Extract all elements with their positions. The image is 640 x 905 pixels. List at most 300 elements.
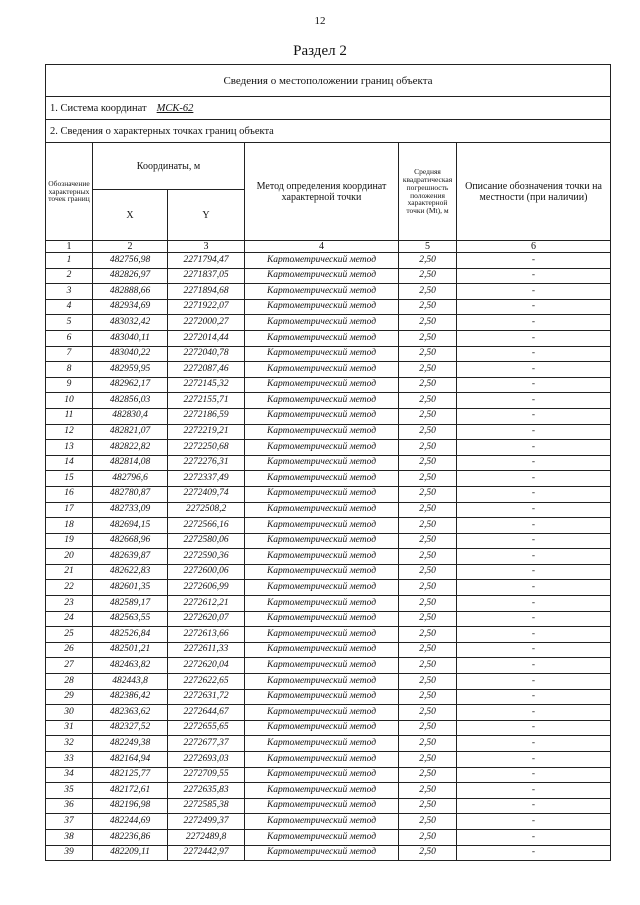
y-coordinate-cell: 2272631,72 <box>168 689 245 705</box>
column-number: 4 <box>245 241 399 253</box>
description-cell: - <box>457 253 611 269</box>
point-id-cell: 25 <box>46 627 93 643</box>
y-coordinate-cell: 2272219,21 <box>168 424 245 440</box>
point-id-cell: 7 <box>46 346 93 362</box>
table-row <box>46 674 611 690</box>
point-id-cell: 29 <box>46 689 93 705</box>
y-coordinate-cell: 2272186,59 <box>168 408 245 424</box>
y-coordinate-cell: 2271894,68 <box>168 284 245 300</box>
section-title: Раздел 2 <box>293 43 347 59</box>
precision-cell: 2,50 <box>399 315 457 331</box>
precision-cell: 2,50 <box>399 471 457 487</box>
x-coordinate-cell: 482526,84 <box>93 627 168 643</box>
precision-cell: 2,50 <box>399 330 457 346</box>
description-cell: - <box>457 674 611 690</box>
x-coordinate-cell: 482443,8 <box>93 674 168 690</box>
table-row <box>46 362 611 378</box>
point-id-cell: 15 <box>46 471 93 487</box>
point-id-cell: 36 <box>46 798 93 814</box>
table-row <box>46 845 611 861</box>
precision-cell: 2,50 <box>399 674 457 690</box>
y-coordinate-cell: 2272620,07 <box>168 611 245 627</box>
precision-cell: 2,50 <box>399 642 457 658</box>
description-cell: - <box>457 330 611 346</box>
table-row <box>46 393 611 409</box>
method-cell: Картометрический метод <box>245 440 399 456</box>
method-cell: Картометрический метод <box>245 518 399 534</box>
table-row <box>46 767 611 783</box>
table-row <box>46 299 611 315</box>
column-number: 5 <box>399 241 457 253</box>
precision-cell: 2,50 <box>399 783 457 799</box>
method-cell: Картометрический метод <box>245 736 399 752</box>
header-y: Y <box>168 190 245 241</box>
x-coordinate-cell: 482780,87 <box>93 486 168 502</box>
method-cell: Картометрический метод <box>245 284 399 300</box>
point-id-cell: 20 <box>46 549 93 565</box>
precision-cell: 2,50 <box>399 720 457 736</box>
point-id-cell: 34 <box>46 767 93 783</box>
table-row <box>46 783 611 799</box>
point-id-cell: 30 <box>46 705 93 721</box>
table-body <box>46 65 611 861</box>
description-cell: - <box>457 642 611 658</box>
description-cell: - <box>457 284 611 300</box>
method-cell: Картометрический метод <box>245 674 399 690</box>
precision-cell: 2,50 <box>399 627 457 643</box>
precision-cell: 2,50 <box>399 564 457 580</box>
precision-cell: 2,50 <box>399 408 457 424</box>
precision-cell: 2,50 <box>399 736 457 752</box>
x-coordinate-cell: 482888,66 <box>93 284 168 300</box>
column-number: 6 <box>457 241 611 253</box>
description-cell: - <box>457 471 611 487</box>
point-id-cell: 32 <box>46 736 93 752</box>
y-coordinate-cell: 2272337,49 <box>168 471 245 487</box>
y-coordinate-cell: 2271794,47 <box>168 253 245 269</box>
point-id-cell: 16 <box>46 486 93 502</box>
y-coordinate-cell: 2272566,16 <box>168 518 245 534</box>
x-coordinate-cell: 482209,11 <box>93 845 168 861</box>
x-coordinate-cell: 482196,98 <box>93 798 168 814</box>
method-cell: Картометрический метод <box>245 424 399 440</box>
y-coordinate-cell: 2272635,83 <box>168 783 245 799</box>
point-id-cell: 35 <box>46 783 93 799</box>
description-cell: - <box>457 752 611 768</box>
x-coordinate-cell: 482501,21 <box>93 642 168 658</box>
point-id-cell: 12 <box>46 424 93 440</box>
y-coordinate-cell: 2272693,03 <box>168 752 245 768</box>
description-cell: - <box>457 315 611 331</box>
table-row <box>46 580 611 596</box>
point-id-cell: 22 <box>46 580 93 596</box>
table-row <box>46 486 611 502</box>
precision-cell: 2,50 <box>399 502 457 518</box>
y-coordinate-cell: 2272442,97 <box>168 845 245 861</box>
table-row <box>46 346 611 362</box>
method-cell: Картометрический метод <box>245 783 399 799</box>
x-coordinate-cell: 482622,83 <box>93 564 168 580</box>
precision-cell: 2,50 <box>399 299 457 315</box>
y-coordinate-cell: 2272276,31 <box>168 455 245 471</box>
column-number: 1 <box>46 241 93 253</box>
precision-cell: 2,50 <box>399 611 457 627</box>
y-coordinate-cell: 2272499,37 <box>168 814 245 830</box>
table-row <box>46 627 611 643</box>
method-cell: Картометрический метод <box>245 627 399 643</box>
x-coordinate-cell: 482821,07 <box>93 424 168 440</box>
precision-cell: 2,50 <box>399 362 457 378</box>
point-id-cell: 4 <box>46 299 93 315</box>
table-row <box>46 440 611 456</box>
coordinate-system-row <box>46 97 611 120</box>
method-cell: Картометрический метод <box>245 471 399 487</box>
y-coordinate-cell: 2271837,05 <box>168 268 245 284</box>
method-cell: Картометрический метод <box>245 533 399 549</box>
y-coordinate-cell: 2272000,27 <box>168 315 245 331</box>
y-coordinate-cell: 2272613,66 <box>168 627 245 643</box>
table-row <box>46 596 611 612</box>
method-cell: Картометрический метод <box>245 455 399 471</box>
point-id-cell: 19 <box>46 533 93 549</box>
point-id-cell: 31 <box>46 720 93 736</box>
method-cell: Картометрический метод <box>245 253 399 269</box>
coordinate-system-cell <box>46 97 611 120</box>
x-coordinate-cell: 482962,17 <box>93 377 168 393</box>
y-coordinate-cell: 2272709,55 <box>168 767 245 783</box>
y-coordinate-cell: 2272585,38 <box>168 798 245 814</box>
method-cell: Картометрический метод <box>245 393 399 409</box>
table-row <box>46 689 611 705</box>
x-coordinate-cell: 483040,22 <box>93 346 168 362</box>
table-row <box>46 315 611 331</box>
precision-cell: 2,50 <box>399 455 457 471</box>
table-row <box>46 720 611 736</box>
description-cell: - <box>457 829 611 845</box>
column-header-row-1 <box>46 143 611 190</box>
column-number: 2 <box>93 241 168 253</box>
y-coordinate-cell: 2272014,44 <box>168 330 245 346</box>
page-number: 12 <box>314 15 326 27</box>
precision-cell: 2,50 <box>399 767 457 783</box>
table-row <box>46 268 611 284</box>
description-cell: - <box>457 611 611 627</box>
y-coordinate-cell: 2272409,74 <box>168 486 245 502</box>
table-row <box>46 549 611 565</box>
x-coordinate-cell: 482814,08 <box>93 455 168 471</box>
method-cell: Картометрический метод <box>245 268 399 284</box>
precision-cell: 2,50 <box>399 533 457 549</box>
table-row <box>46 518 611 534</box>
precision-cell: 2,50 <box>399 549 457 565</box>
table-row <box>46 564 611 580</box>
description-cell: - <box>457 268 611 284</box>
precision-cell: 2,50 <box>399 752 457 768</box>
method-cell: Картометрический метод <box>245 845 399 861</box>
x-coordinate-cell: 482959,95 <box>93 362 168 378</box>
x-coordinate-cell: 482244,69 <box>93 814 168 830</box>
x-coordinate-cell: 482236,86 <box>93 829 168 845</box>
table-row <box>46 829 611 845</box>
y-coordinate-cell: 2272580,06 <box>168 533 245 549</box>
header-point-id: Обозначение характерных точек границ <box>46 143 93 241</box>
y-coordinate-cell: 2272508,2 <box>168 502 245 518</box>
y-coordinate-cell: 2272590,36 <box>168 549 245 565</box>
x-coordinate-cell: 482601,35 <box>93 580 168 596</box>
precision-cell: 2,50 <box>399 518 457 534</box>
column-number: 3 <box>168 241 245 253</box>
boundary-points-table <box>45 64 611 861</box>
table-row <box>46 642 611 658</box>
table-row <box>46 408 611 424</box>
precision-cell: 2,50 <box>399 424 457 440</box>
description-cell: - <box>457 549 611 565</box>
method-cell: Картометрический метод <box>245 596 399 612</box>
x-coordinate-cell: 482830,4 <box>93 408 168 424</box>
description-cell: - <box>457 627 611 643</box>
method-cell: Картометрический метод <box>245 767 399 783</box>
table-row <box>46 377 611 393</box>
y-coordinate-cell: 2272644,67 <box>168 705 245 721</box>
description-cell: - <box>457 362 611 378</box>
table-row <box>46 752 611 768</box>
y-coordinate-cell: 2272145,32 <box>168 377 245 393</box>
y-coordinate-cell: 2272611,33 <box>168 642 245 658</box>
x-coordinate-cell: 482463,82 <box>93 658 168 674</box>
coordinate-system-label: 1. Система координат <box>50 102 147 114</box>
description-cell: - <box>457 486 611 502</box>
point-id-cell: 26 <box>46 642 93 658</box>
point-id-cell: 5 <box>46 315 93 331</box>
point-id-cell: 8 <box>46 362 93 378</box>
point-id-cell: 17 <box>46 502 93 518</box>
point-id-cell: 11 <box>46 408 93 424</box>
point-id-cell: 9 <box>46 377 93 393</box>
y-coordinate-cell: 2271922,07 <box>168 299 245 315</box>
table-row <box>46 736 611 752</box>
x-coordinate-cell: 482327,52 <box>93 720 168 736</box>
point-id-cell: 14 <box>46 455 93 471</box>
table-row <box>46 455 611 471</box>
method-cell: Картометрический метод <box>245 658 399 674</box>
description-cell: - <box>457 518 611 534</box>
description-cell: - <box>457 424 611 440</box>
x-coordinate-cell: 482668,96 <box>93 533 168 549</box>
precision-cell: 2,50 <box>399 377 457 393</box>
method-cell: Картометрический метод <box>245 486 399 502</box>
method-cell: Картометрический метод <box>245 377 399 393</box>
header-precision: Средняя квадратическая погрешность положения характерной точки (Mt), м <box>399 143 457 241</box>
precision-cell: 2,50 <box>399 580 457 596</box>
y-coordinate-cell: 2272600,06 <box>168 564 245 580</box>
precision-cell: 2,50 <box>399 440 457 456</box>
description-cell: - <box>457 736 611 752</box>
points-info-row <box>46 120 611 143</box>
x-coordinate-cell: 482694,15 <box>93 518 168 534</box>
table-row <box>46 330 611 346</box>
description-cell: - <box>457 658 611 674</box>
method-cell: Картометрический метод <box>245 564 399 580</box>
precision-cell: 2,50 <box>399 829 457 845</box>
point-id-cell: 39 <box>46 845 93 861</box>
description-cell: - <box>457 596 611 612</box>
x-coordinate-cell: 482125,77 <box>93 767 168 783</box>
x-coordinate-cell: 482934,69 <box>93 299 168 315</box>
table-row <box>46 502 611 518</box>
y-coordinate-cell: 2272250,68 <box>168 440 245 456</box>
x-coordinate-cell: 482164,94 <box>93 752 168 768</box>
header-x: X <box>93 190 168 241</box>
description-cell: - <box>457 564 611 580</box>
x-coordinate-cell: 482363,62 <box>93 705 168 721</box>
column-number-row <box>46 241 611 253</box>
y-coordinate-cell: 2272622,65 <box>168 674 245 690</box>
precision-cell: 2,50 <box>399 268 457 284</box>
y-coordinate-cell: 2272155,71 <box>168 393 245 409</box>
method-cell: Картометрический метод <box>245 798 399 814</box>
precision-cell: 2,50 <box>399 253 457 269</box>
precision-cell: 2,50 <box>399 486 457 502</box>
y-coordinate-cell: 2272087,46 <box>168 362 245 378</box>
point-id-cell: 23 <box>46 596 93 612</box>
description-cell: - <box>457 814 611 830</box>
header-method: Метод определения координат характерной точки <box>245 143 399 241</box>
x-coordinate-cell: 482386,42 <box>93 689 168 705</box>
table-row <box>46 814 611 830</box>
description-cell: - <box>457 705 611 721</box>
method-cell: Картометрический метод <box>245 720 399 736</box>
method-cell: Картометрический метод <box>245 299 399 315</box>
precision-cell: 2,50 <box>399 658 457 674</box>
precision-cell: 2,50 <box>399 705 457 721</box>
description-cell: - <box>457 299 611 315</box>
method-cell: Картометрический метод <box>245 611 399 627</box>
method-cell: Картометрический метод <box>245 705 399 721</box>
method-cell: Картометрический метод <box>245 549 399 565</box>
x-coordinate-cell: 482796,6 <box>93 471 168 487</box>
table-row <box>46 798 611 814</box>
precision-cell: 2,50 <box>399 393 457 409</box>
method-cell: Картометрический метод <box>245 346 399 362</box>
description-cell: - <box>457 533 611 549</box>
method-cell: Картометрический метод <box>245 829 399 845</box>
table-row <box>46 705 611 721</box>
point-id-cell: 2 <box>46 268 93 284</box>
method-cell: Картометрический метод <box>245 814 399 830</box>
point-id-cell: 10 <box>46 393 93 409</box>
precision-cell: 2,50 <box>399 346 457 362</box>
points-info-label: 2. Сведения о характерных точках границ объекта <box>46 120 611 143</box>
point-id-cell: 38 <box>46 829 93 845</box>
description-cell: - <box>457 502 611 518</box>
description-cell: - <box>457 346 611 362</box>
description-cell: - <box>457 767 611 783</box>
header-description: Описание обозначения точки на местности (при наличии) <box>457 143 611 241</box>
table-row <box>46 471 611 487</box>
precision-cell: 2,50 <box>399 689 457 705</box>
point-id-cell: 33 <box>46 752 93 768</box>
description-cell: - <box>457 689 611 705</box>
table-title: Сведения о местоположении границ объекта <box>46 65 611 97</box>
y-coordinate-cell: 2272677,37 <box>168 736 245 752</box>
table-row <box>46 611 611 627</box>
method-cell: Картометрический метод <box>245 362 399 378</box>
description-cell: - <box>457 845 611 861</box>
x-coordinate-cell: 482249,38 <box>93 736 168 752</box>
y-coordinate-cell: 2272612,21 <box>168 596 245 612</box>
x-coordinate-cell: 482563,55 <box>93 611 168 627</box>
x-coordinate-cell: 482756,98 <box>93 253 168 269</box>
x-coordinate-cell: 482589,17 <box>93 596 168 612</box>
point-id-cell: 21 <box>46 564 93 580</box>
method-cell: Картометрический метод <box>245 408 399 424</box>
description-cell: - <box>457 377 611 393</box>
table-row <box>46 424 611 440</box>
description-cell: - <box>457 455 611 471</box>
precision-cell: 2,50 <box>399 798 457 814</box>
method-cell: Картометрический метод <box>245 689 399 705</box>
point-id-cell: 24 <box>46 611 93 627</box>
x-coordinate-cell: 483032,42 <box>93 315 168 331</box>
header-coordinates: Координаты, м <box>93 143 245 190</box>
point-id-cell: 3 <box>46 284 93 300</box>
description-cell: - <box>457 408 611 424</box>
table-row <box>46 253 611 269</box>
table-row <box>46 658 611 674</box>
precision-cell: 2,50 <box>399 284 457 300</box>
precision-cell: 2,50 <box>399 596 457 612</box>
x-coordinate-cell: 482856,03 <box>93 393 168 409</box>
y-coordinate-cell: 2272655,65 <box>168 720 245 736</box>
precision-cell: 2,50 <box>399 814 457 830</box>
y-coordinate-cell: 2272606,99 <box>168 580 245 596</box>
method-cell: Картометрический метод <box>245 330 399 346</box>
point-id-cell: 27 <box>46 658 93 674</box>
point-id-cell: 13 <box>46 440 93 456</box>
description-cell: - <box>457 798 611 814</box>
x-coordinate-cell: 482822,82 <box>93 440 168 456</box>
point-id-cell: 18 <box>46 518 93 534</box>
y-coordinate-cell: 2272040,78 <box>168 346 245 362</box>
table-row <box>46 284 611 300</box>
method-cell: Картометрический метод <box>245 752 399 768</box>
y-coordinate-cell: 2272489,8 <box>168 829 245 845</box>
x-coordinate-cell: 482733,09 <box>93 502 168 518</box>
description-cell: - <box>457 393 611 409</box>
table-title-row <box>46 65 611 97</box>
precision-cell: 2,50 <box>399 845 457 861</box>
point-id-cell: 28 <box>46 674 93 690</box>
x-coordinate-cell: 482826,97 <box>93 268 168 284</box>
method-cell: Картометрический метод <box>245 502 399 518</box>
point-id-cell: 37 <box>46 814 93 830</box>
description-cell: - <box>457 580 611 596</box>
description-cell: - <box>457 440 611 456</box>
table-row <box>46 533 611 549</box>
method-cell: Картометрический метод <box>245 315 399 331</box>
x-coordinate-cell: 482172,61 <box>93 783 168 799</box>
method-cell: Картометрический метод <box>245 642 399 658</box>
y-coordinate-cell: 2272620,04 <box>168 658 245 674</box>
point-id-cell: 6 <box>46 330 93 346</box>
x-coordinate-cell: 483040,11 <box>93 330 168 346</box>
method-cell: Картометрический метод <box>245 580 399 596</box>
point-id-cell: 1 <box>46 253 93 269</box>
x-coordinate-cell: 482639,87 <box>93 549 168 565</box>
coordinate-system-value: МСК-62 <box>156 102 194 114</box>
description-cell: - <box>457 720 611 736</box>
description-cell: - <box>457 783 611 799</box>
